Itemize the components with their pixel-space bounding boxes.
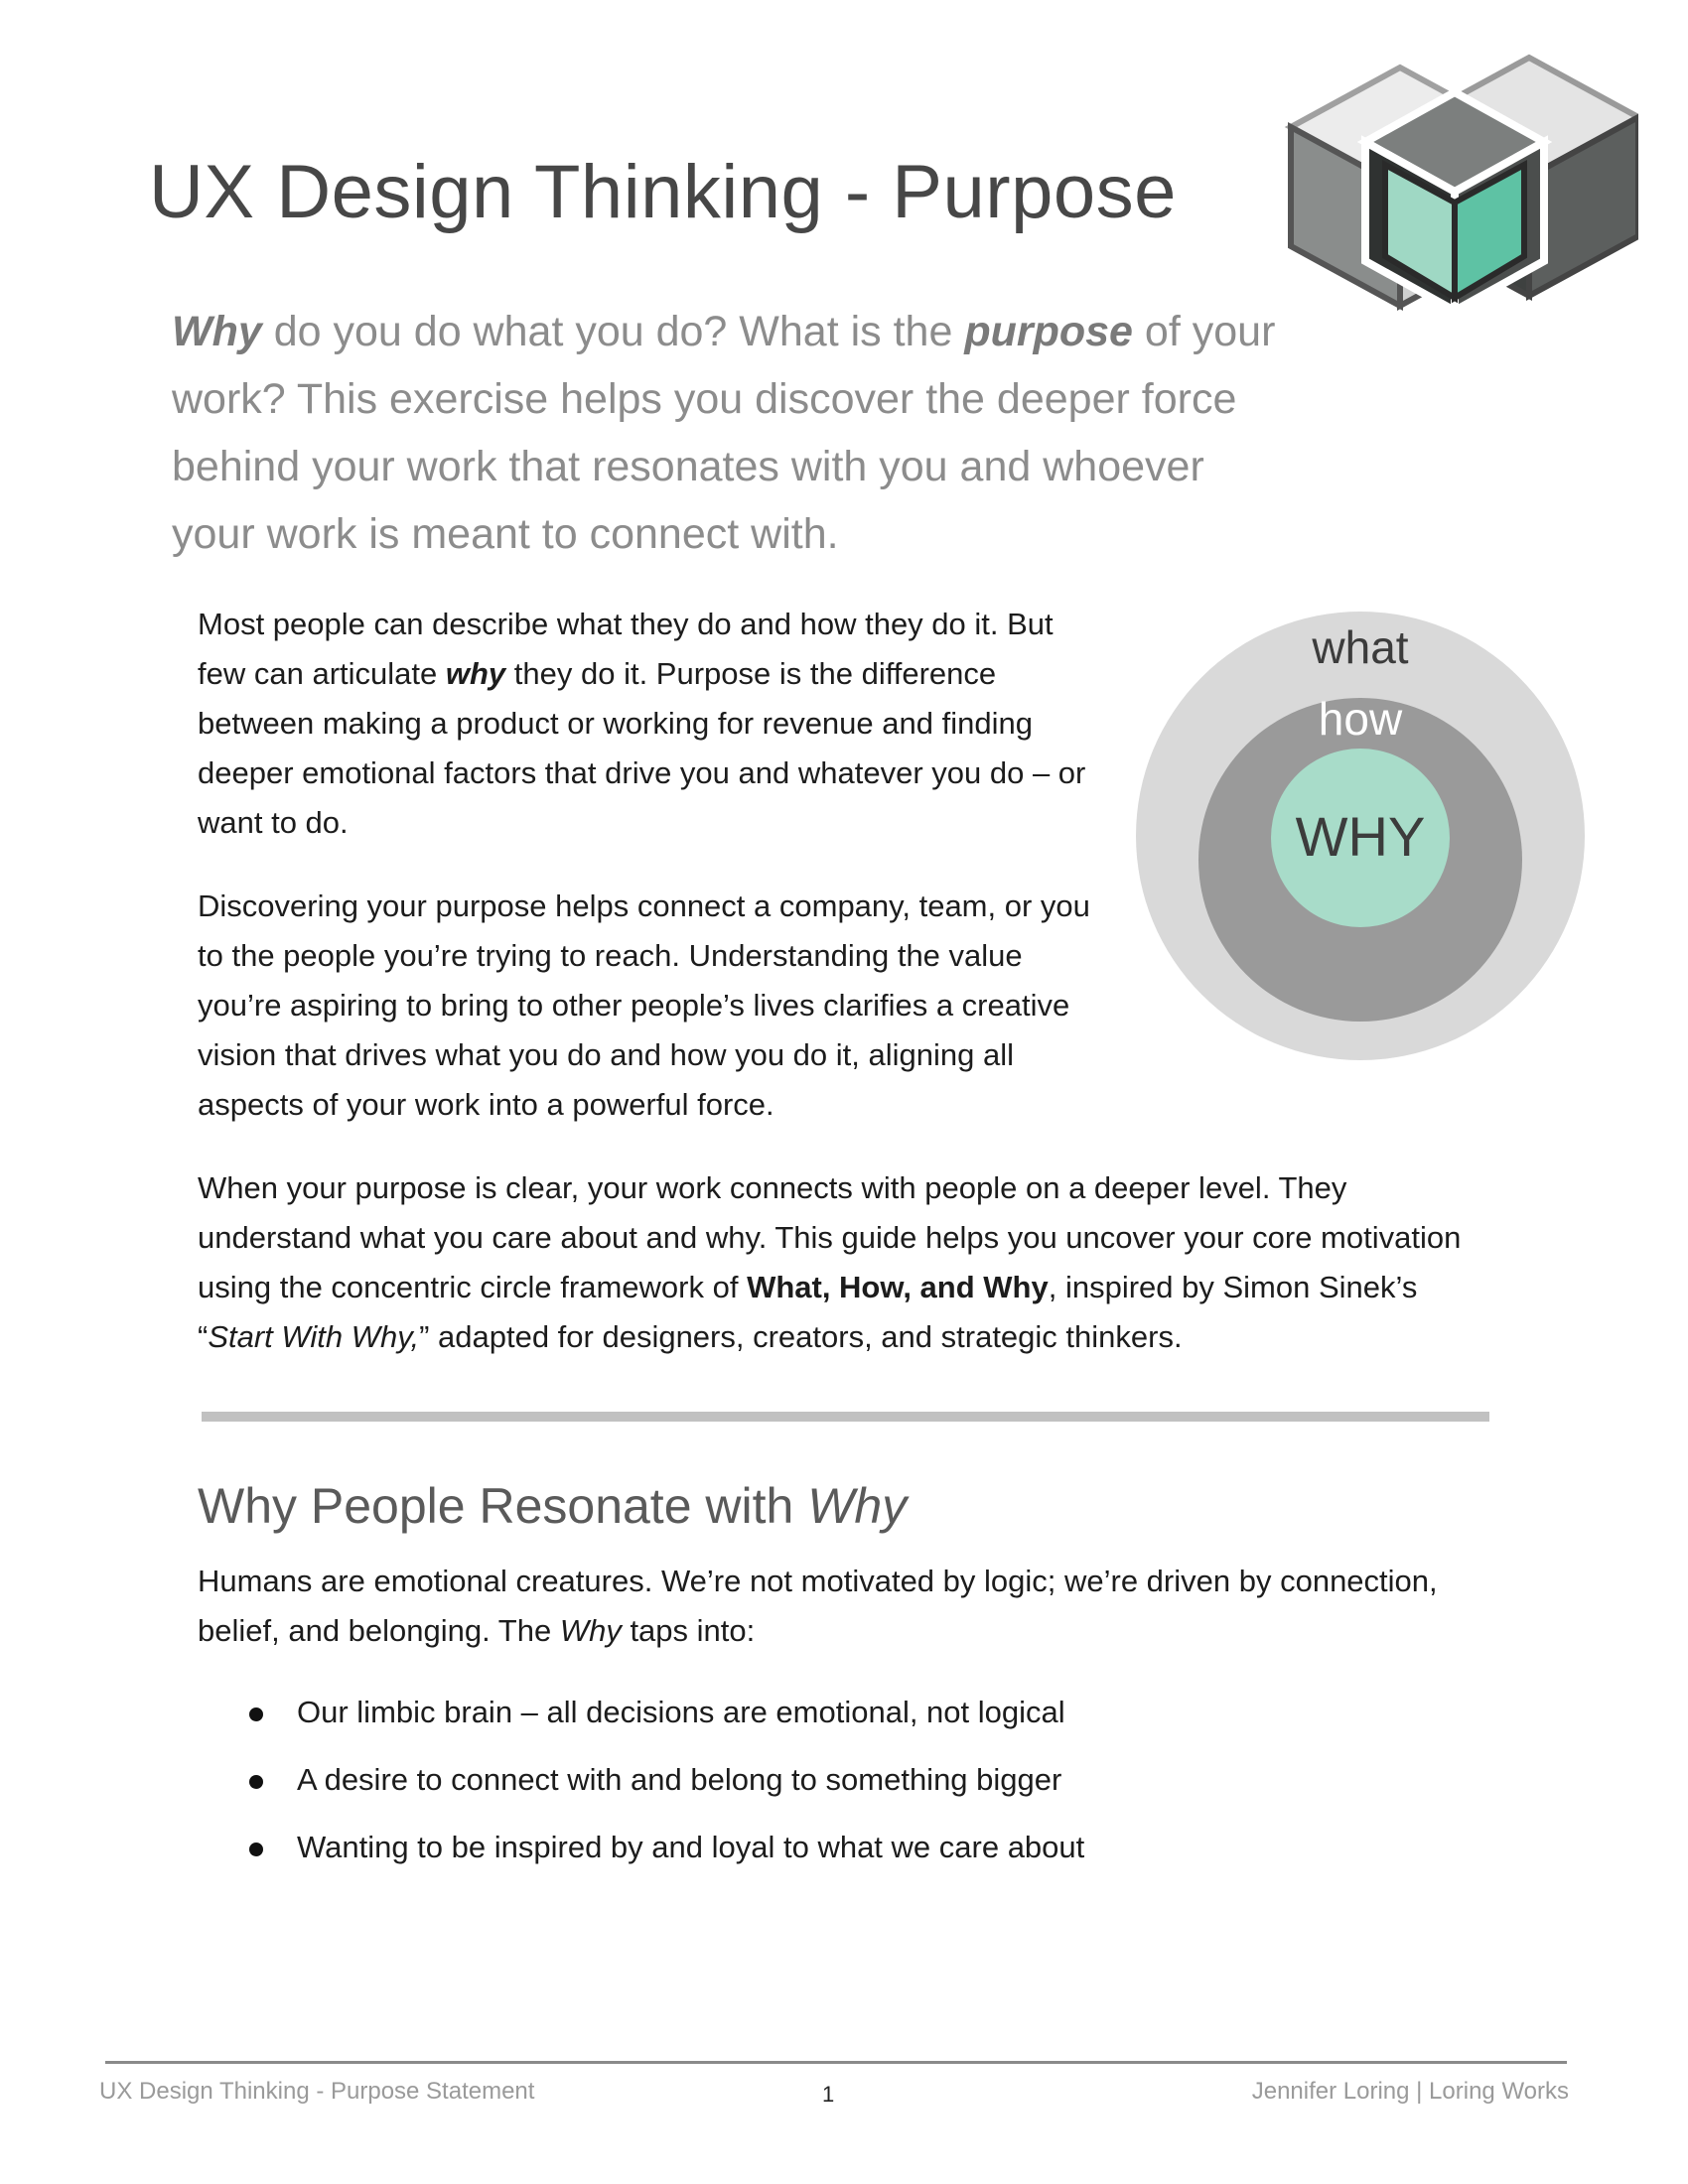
list-item: Wanting to be inspired by and loyal to what we care about: [198, 1823, 1488, 1890]
footer-author: Jennifer Loring | Loring Works: [1251, 2078, 1569, 2105]
list-item: Our limbic brain – all decisions are emotional, not logical: [198, 1688, 1488, 1755]
what-label: what: [1312, 621, 1409, 673]
intro-paragraph: Why do you do what you do? What is the purpose of your work? This exercise helps you discover the deeper force behind your work that resonates with you and whoever your work is meant to connect with.: [172, 308, 1276, 558]
why-label: WHY: [1295, 805, 1426, 868]
intro-purpose: purpose: [964, 308, 1133, 355]
list-item: A desire to connect with and belong to something bigger: [198, 1755, 1488, 1823]
footer-page-number: 1: [822, 2082, 835, 2107]
page-title: UX Design Thinking - Purpose: [149, 150, 1177, 234]
what-how-why-diagram: [1132, 608, 1589, 1064]
section-divider: [202, 1412, 1489, 1422]
paragraph-emotional: Humans are emotional creatures. We’re not motivated by logic; we’re driven by connection, belief, and belonging. The Why taps into:: [198, 1564, 1438, 1648]
paragraph-purpose-intro: Most people can describe what they do and how they do it. But few can articulate why they do it. Purpose is the difference between making a product or working for revenue and finding deeper emotional factors that drive you and whatever you do – or want to do.: [198, 607, 1086, 840]
bullet-icon: [249, 1775, 263, 1789]
intro-why: Why: [172, 308, 262, 355]
footer-divider: [105, 2061, 1567, 2064]
isometric-cube-logo: [1271, 48, 1638, 345]
bullet-icon: [249, 1843, 263, 1856]
footer-document-title: UX Design Thinking - Purpose Statement: [99, 2078, 535, 2105]
how-label: how: [1318, 693, 1403, 745]
bullet-list: [198, 1688, 1488, 1890]
bullet-icon: [249, 1707, 263, 1721]
paragraph-purpose-clear: When your purpose is clear, your work connects with people on a deeper level. They understand what you care about and why. This guide helps you uncover your core motivation using the concentric circle framework of What, How, and Why, inspired by Simon Sinek’s “Start With Why,” adapted for designers, creators, and strategic thinkers.: [198, 1170, 1462, 1354]
paragraph-discovering: Discovering your purpose helps connect a company, team, or you to the people you’re trying to reach. Understanding the value you’re aspiring to bring to other people’s lives clarifies a creative vision that drives what you do and how you do it, aligning all aspects of your work into a powerful force.: [198, 888, 1090, 1122]
emphasis-why: why: [445, 656, 506, 691]
section-heading: Why People Resonate with Why: [198, 1478, 908, 1534]
